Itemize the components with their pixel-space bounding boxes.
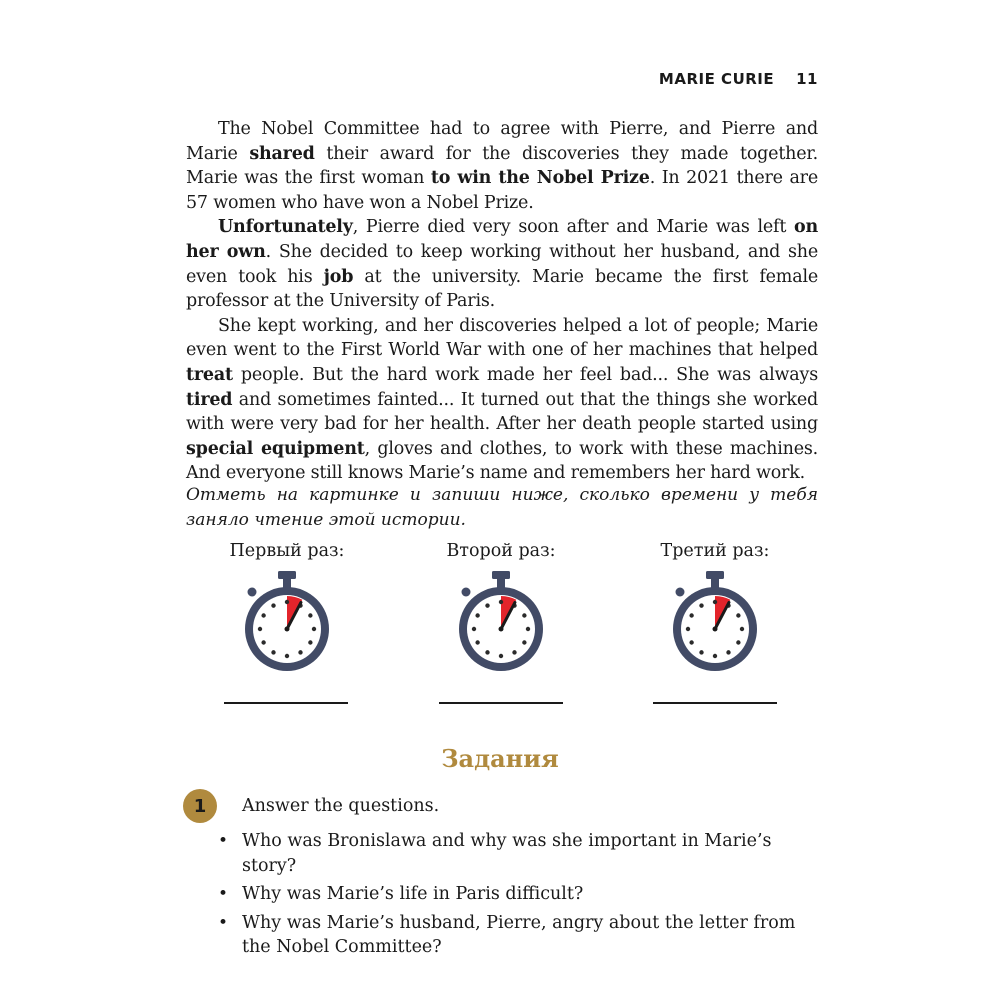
stopwatch-icon <box>239 569 335 673</box>
vocab-word: Unfortunately <box>218 217 353 238</box>
tick-dot <box>522 613 526 617</box>
running-header <box>659 70 818 88</box>
text-run: their award for the discoveries they made together. Marie was the first woman <box>186 143 818 189</box>
text-run: , Pierre died very soon after and Marie was left <box>352 217 794 238</box>
tick-dot <box>736 640 740 644</box>
text-run: at the university. Marie became the first female professor at the University of Paris. <box>186 266 818 312</box>
stopwatch-button <box>706 571 724 579</box>
answer-line-first[interactable] <box>224 702 348 704</box>
story-paragraph <box>186 215 818 313</box>
vocab-word: to win the Nobel Prize <box>430 168 650 189</box>
vocab-word: shared <box>249 143 315 164</box>
bullet-icon: • <box>218 912 229 933</box>
vocab-word: tired <box>186 389 233 410</box>
answer-line-second[interactable] <box>439 702 563 704</box>
stopwatch-stem <box>497 578 505 588</box>
question-text: Why was Marie’s husband, Pierre, angry about the letter from the Nobel Committee? <box>242 912 796 958</box>
tick-dot <box>699 650 703 654</box>
tick-dot <box>740 627 744 631</box>
tick-dot <box>713 600 717 604</box>
tick-dot <box>475 613 479 617</box>
hand-pivot <box>713 627 718 632</box>
stopwatch-stem <box>711 578 719 588</box>
tick-dot <box>258 627 262 631</box>
timer-label: Первый раз: <box>229 541 345 561</box>
tick-dot <box>485 603 489 607</box>
tick-dot <box>271 650 275 654</box>
tick-dot <box>736 613 740 617</box>
question-item <box>218 882 818 907</box>
hand-pivot <box>285 627 290 632</box>
story-paragraph <box>186 314 818 486</box>
tick-dot <box>485 650 489 654</box>
tick-dot <box>686 627 690 631</box>
tick-dot <box>475 640 479 644</box>
vocab-word: on her own <box>186 217 818 262</box>
timer-label: Второй раз: <box>446 541 556 561</box>
tick-dot <box>499 600 503 604</box>
answer-line-third[interactable] <box>653 702 777 704</box>
section-title: Задания <box>441 744 559 773</box>
stopwatch-button <box>278 571 296 579</box>
vocab-word: special equipment <box>186 438 365 459</box>
stopwatch-stem <box>283 578 291 588</box>
stopwatch-side-knob <box>248 588 257 597</box>
stopwatch-icon <box>453 569 549 673</box>
question-item <box>218 911 818 960</box>
tick-dot <box>261 640 265 644</box>
tick-dot <box>512 650 516 654</box>
bullet-icon: • <box>218 831 229 851</box>
stopwatch-button <box>492 571 510 579</box>
question-list <box>218 829 818 964</box>
text-run: and sometimes fainted... It turned out that the things she worked with were very bad for her health. After her death people started using <box>186 389 818 435</box>
text-run: . She decided to keep working without her husband, and she even took his <box>186 241 818 287</box>
tick-dot <box>699 603 703 607</box>
tick-dot <box>308 640 312 644</box>
page-number: 11 <box>796 70 818 88</box>
tick-dot <box>726 650 730 654</box>
reading-time-instruction: Отметь на картинке и запиши ниже, сколько времени у тебя заняло чтение этой истории. <box>186 485 818 530</box>
task-number-badge: 1 <box>183 789 217 823</box>
tick-dot <box>285 654 289 658</box>
story-text <box>186 117 818 486</box>
tick-dot <box>689 640 693 644</box>
vocab-word: treat <box>186 364 233 385</box>
timer-label: Третий раз: <box>660 541 770 561</box>
question-item <box>218 829 818 878</box>
tick-dot <box>298 650 302 654</box>
tick-dot <box>499 654 503 658</box>
tick-dot <box>522 640 526 644</box>
text-run: people. But the hard work made her feel bad... She was always <box>232 364 818 385</box>
task-prompt: Answer the questions. <box>242 796 440 816</box>
tick-dot <box>308 613 312 617</box>
tick-dot <box>689 613 693 617</box>
tick-dot <box>285 600 289 604</box>
tick-dot <box>713 654 717 658</box>
tick-dot <box>271 603 275 607</box>
tick-dot <box>312 627 316 631</box>
text-run: , gloves and clothes, to work with these machines. And everyone still knows Marie’s name and remembers her hard work. <box>186 438 818 484</box>
chapter-title: MARIE CURIE <box>658 70 775 88</box>
tick-dot <box>261 613 265 617</box>
text-run: She kept working, and her discoveries helped a lot of people; Marie even went to the First World War with one of her machines that helped <box>186 315 818 361</box>
stopwatch-side-knob <box>462 588 471 597</box>
timer-third <box>645 539 785 673</box>
stopwatch-side-knob <box>676 588 685 597</box>
stopwatch-icon <box>667 569 763 673</box>
tick-dot <box>526 627 530 631</box>
question-text: Why was Marie’s life in Paris difficult? <box>242 884 584 905</box>
bullet-icon: • <box>218 884 229 905</box>
tick-dot <box>472 627 476 631</box>
text-run: The Nobel Committee had to agree with Pierre, and Pierre and Marie <box>186 119 818 164</box>
vocab-word: job <box>323 266 354 287</box>
timer-second <box>431 539 571 673</box>
story-paragraph <box>186 117 818 215</box>
hand-pivot <box>499 627 504 632</box>
question-text: Who was Bronislawa and why was she important in Marie’s story? <box>242 831 772 876</box>
timer-first <box>217 539 357 673</box>
text-run: . In 2021 there are 57 women who have won a Nobel Prize. <box>186 168 818 213</box>
